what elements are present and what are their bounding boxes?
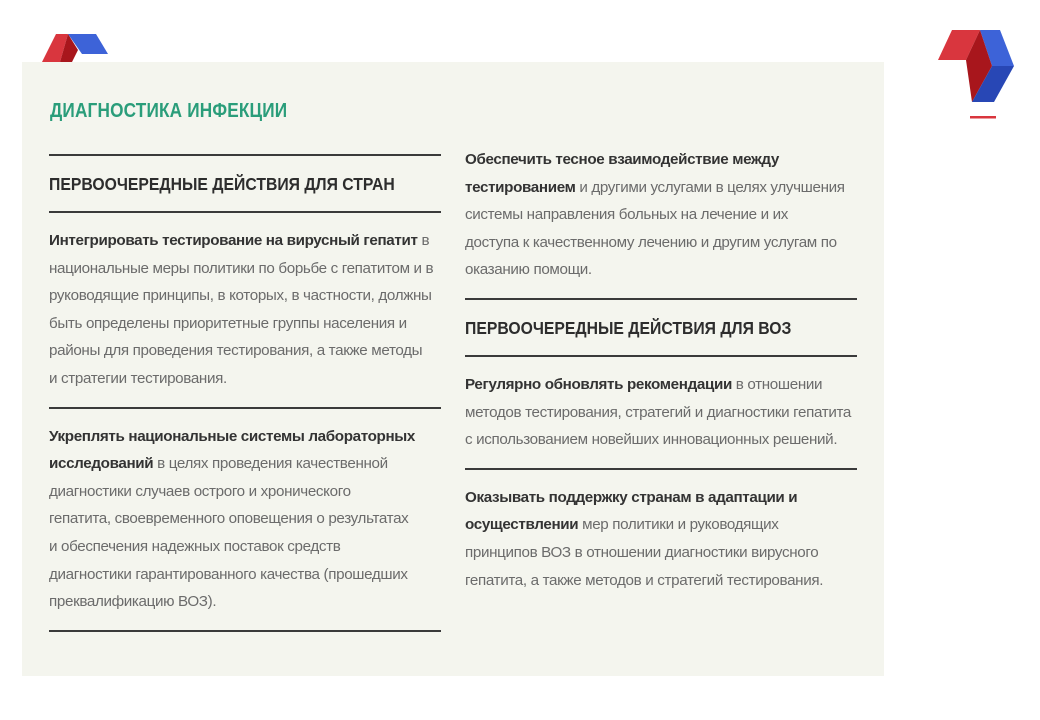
text-line: системы направления больных на лечение и их bbox=[465, 206, 788, 224]
bold-phrase: Регулярно обновлять рекомендации bbox=[465, 375, 732, 393]
bold-phrase: тестированием bbox=[465, 178, 576, 196]
bold-phrase: исследований bbox=[49, 455, 154, 473]
paragraph-integrate-testing bbox=[49, 213, 441, 407]
text-line: преквалификацию ВОЗ). bbox=[49, 593, 217, 611]
text-line: районы для проведения тестирования, а также методы bbox=[49, 342, 423, 360]
bold-phrase: Интегрировать тестирование на вирусный гепатит bbox=[49, 232, 418, 249]
section-heading: ДИАГНОСТИКА ИНФЕКЦИИ bbox=[50, 100, 288, 122]
text-line: доступа к качественному лечению и другим услугам по bbox=[465, 233, 837, 251]
paragraph-update-recommendations bbox=[465, 357, 857, 468]
text-line: национальные меры политики по борьбе с гепатитом и в bbox=[49, 259, 434, 277]
left-column bbox=[49, 154, 441, 632]
text-line: диагностики случаев острого и хронического bbox=[49, 482, 351, 500]
text-line: быть определены приоритетные группы населения и bbox=[49, 314, 407, 332]
text-line: принципов ВОЗ в отношении диагностики вирусного bbox=[465, 543, 819, 561]
paragraph-strengthen-labs bbox=[49, 409, 441, 630]
text-line: и обеспечения надежных поставок средств bbox=[49, 537, 341, 555]
bold-phrase: осуществлении bbox=[465, 516, 579, 534]
paragraph-cooperation bbox=[465, 146, 857, 298]
paragraph-support-countries bbox=[465, 470, 857, 608]
logo-arrow-icon bbox=[936, 28, 1016, 124]
content-panel bbox=[22, 62, 884, 676]
bold-phrase: Оказывать поддержку странам в адаптации и bbox=[465, 488, 798, 506]
text-line: в отношении bbox=[731, 375, 823, 393]
text-line: гепатита, своевременного оповещения о результатах bbox=[49, 510, 409, 528]
text-line: оказанию помощи. bbox=[465, 261, 592, 279]
text-line: в целях проведения качественной bbox=[153, 455, 388, 473]
text-line: и стратегии тестирования. bbox=[49, 369, 227, 387]
text-line: в bbox=[417, 232, 430, 249]
subheading-countries: ПЕРВООЧЕРЕДНЫЕ ДЕЙСТВИЯ ДЛЯ СТРАН bbox=[49, 174, 395, 194]
text-line: с использованием новейших инновационных решений. bbox=[465, 431, 838, 449]
divider bbox=[49, 630, 441, 632]
text-line: мер политики и руководящих bbox=[578, 516, 779, 534]
text-line: диагностики гарантированного качества (прошедших bbox=[49, 565, 408, 583]
text-line: и другими услугами в целях улучшения bbox=[575, 178, 845, 196]
bold-phrase: Укреплять национальные системы лабораторных bbox=[49, 427, 416, 445]
subheading-who: ПЕРВООЧЕРЕДНЫЕ ДЕЙСТВИЯ ДЛЯ ВОЗ bbox=[465, 317, 792, 338]
text-line: гепатита, а также методов и стратегий тестирования. bbox=[465, 571, 824, 589]
text-line: методов тестирования, стратегий и диагностики гепатита bbox=[465, 403, 851, 421]
right-column bbox=[465, 146, 857, 608]
text-line: руководящие принципы, в которых, в частности, должны bbox=[49, 287, 432, 305]
text-line: Обеспечить тесное взаимодействие между bbox=[465, 151, 779, 168]
